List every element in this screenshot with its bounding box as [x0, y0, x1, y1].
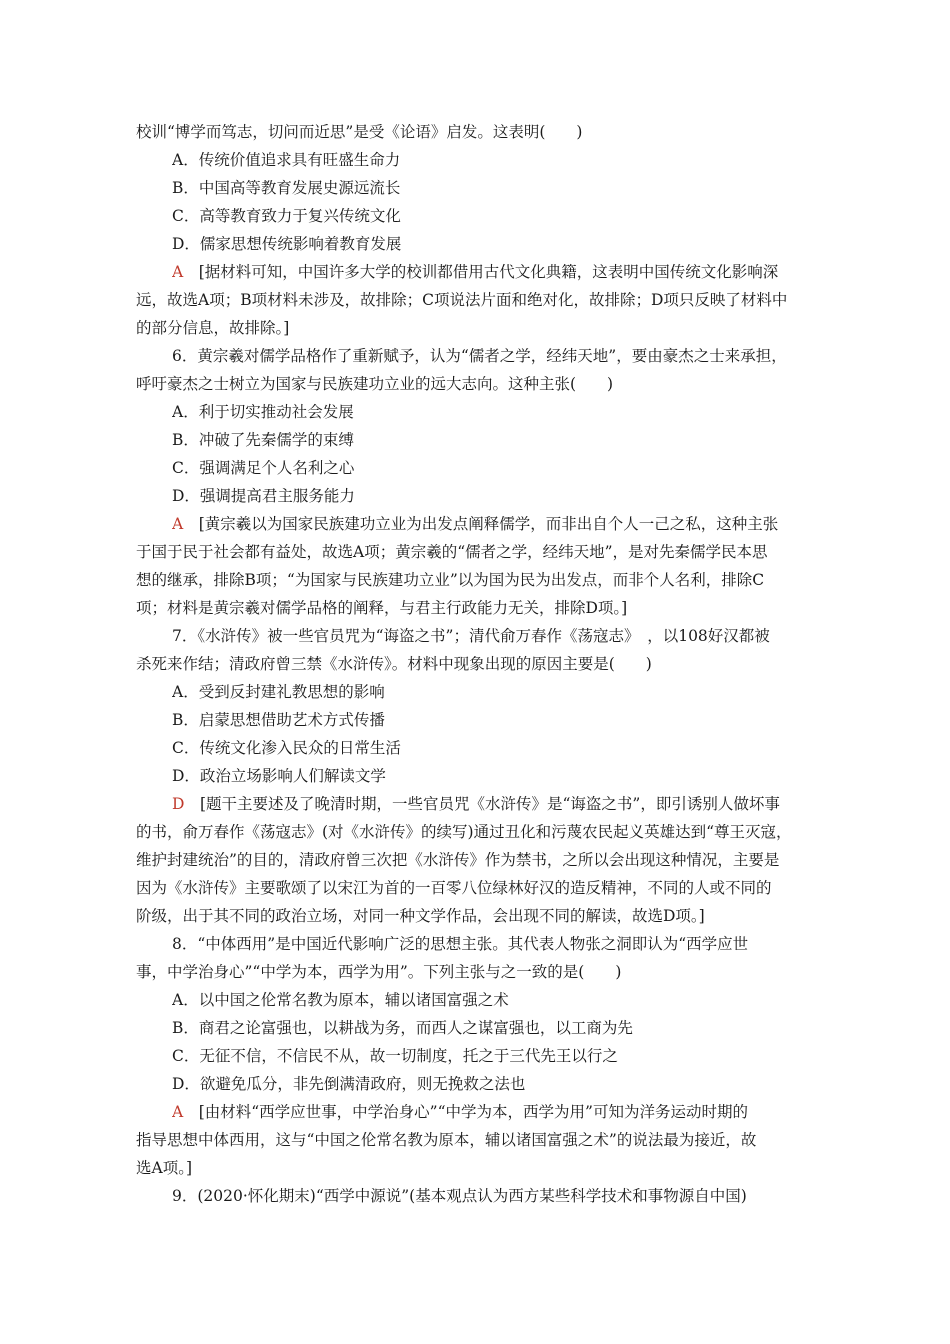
line-text: [由材料“西学应世事，中学治身心”“中学为本，西学为用”可知为洋务运动时期的 — [198, 1103, 748, 1121]
line-text: 项；材料是黄宗羲对儒学品格的阐释，与君主行政能力无关，排除D项。] — [136, 599, 628, 617]
line-text: B．冲破了先秦儒学的束缚 — [172, 431, 354, 449]
text-line — [172, 234, 826, 254]
text-line — [172, 1046, 826, 1066]
line-text: A．受到反封建礼教思想的影响 — [172, 683, 385, 701]
text-line — [136, 542, 826, 562]
line-text: B．启蒙思想借助艺术方式传播 — [172, 711, 385, 729]
line-text: D．强调提高君主服务能力 — [172, 487, 355, 505]
text-line — [136, 598, 826, 618]
line-text: 事，中学治身心”“中学为本，西学为用”。下列主张与之一致的是( ) — [136, 963, 622, 981]
line-text: 维护封建统治”的目的，清政府曾三次把《水浒传》作为禁书，之所以会出现这种情况，主要是 — [136, 851, 780, 869]
text-line — [172, 934, 826, 954]
text-line — [172, 486, 826, 506]
line-text: 想的继承，排除B项；“为国家与民族建功立业”以为国为民为出发点，而非个人名利，排除C — [136, 571, 765, 589]
text-line — [172, 430, 826, 450]
answer-letter: A — [172, 1103, 184, 1121]
line-text: 因为《水浒传》主要歌颂了以宋江为首的一百零八位绿林好汉的造反精神，不同的人或不同的 — [136, 879, 772, 897]
answer-line — [172, 262, 826, 282]
answer-line — [172, 794, 826, 814]
answer-line — [172, 1102, 826, 1122]
text-line — [172, 458, 826, 478]
text-line — [136, 570, 826, 590]
text-line — [136, 1130, 826, 1150]
line-text: 呼吁豪杰之士树立为国家与民族建功立业的远大志向。这种主张( ) — [136, 375, 614, 393]
text-line — [172, 346, 826, 366]
line-text: B．商君之论富强也，以耕战为务，而西人之谋富强也，以工商为先 — [172, 1019, 633, 1037]
text-line — [172, 626, 826, 646]
text-line — [136, 878, 826, 898]
line-text: 杀死来作结；清政府曾三禁《水浒传》。材料中现象出现的原因主要是( ) — [136, 655, 652, 673]
text-line — [172, 206, 826, 226]
text-line — [172, 766, 826, 786]
line-text: 9．(2020·怀化期末)“西学中源说”(基本观点认为西方某些科学技术和事物源自中国) — [172, 1187, 747, 1205]
line-text: 的部分信息，故排除。] — [136, 319, 290, 337]
line-text: 7．《水浒传》被一些官员咒为“诲盗之书”；清代俞万春作《荡寇志》 ，以108好汉都被 — [172, 627, 770, 645]
text-line — [172, 150, 826, 170]
line-text: [题干主要述及了晚清时期，一些官员咒《水浒传》是“诲盗之书”，即引诱别人做坏事 — [199, 795, 780, 813]
answer-letter: D — [172, 795, 185, 813]
text-line — [172, 1018, 826, 1038]
line-text: 于国于民于社会都有益处，故选A项；黄宗羲的“儒者之学，经纬天地”，是对先秦儒学民本思 — [136, 543, 768, 561]
line-text: D．政治立场影响人们解读文学 — [172, 767, 386, 785]
text-line — [172, 990, 826, 1010]
line-text: A．传统价值追求具有旺盛生命力 — [172, 151, 401, 169]
text-line — [172, 1074, 826, 1094]
line-text: B．中国高等教育发展史源远流长 — [172, 179, 401, 197]
text-line — [136, 906, 826, 926]
text-line — [136, 962, 826, 982]
line-text: [据材料可知，中国许多大学的校训都借用古代文化典籍，这表明中国传统文化影响深 — [198, 263, 779, 281]
text-line — [136, 290, 826, 310]
line-text: 阶级，出于其不同的政治立场，对同一种文学作品，会出现不同的解读，故选D项。] — [136, 907, 705, 925]
line-text: D．欲避免瓜分，非先倒满清政府，则无挽救之法也 — [172, 1075, 526, 1093]
text-line — [136, 822, 826, 842]
line-text: 8．“中体西用”是中国近代影响广泛的思想主张。其代表人物张之洞即认为“西学应世 — [172, 935, 749, 953]
answer-letter: A — [172, 515, 184, 533]
answer-letter: A — [172, 263, 184, 281]
line-text: C．强调满足个人名利之心 — [172, 459, 355, 477]
line-text: C．无征不信，不信民不从，故一切制度，托之于三代先王以行之 — [172, 1047, 618, 1065]
line-text: 6．黄宗羲对儒学品格作了重新赋予，认为“儒者之学，经纬天地”，要由豪杰之士来承担， — [172, 347, 787, 365]
line-text: [黄宗羲以为国家民族建功立业为出发点阐释儒学，而非出自个人一己之私，这种主张 — [198, 515, 779, 533]
line-text: 选A项。] — [136, 1159, 192, 1177]
text-line — [136, 374, 826, 394]
line-text: D．儒家思想传统影响着教育发展 — [172, 235, 402, 253]
line-text: A．以中国之伦常名教为原本，辅以诸国富强之术 — [172, 991, 509, 1009]
text-line — [136, 122, 826, 142]
text-line — [136, 654, 826, 674]
line-text: C．传统文化渗入民众的日常生活 — [172, 739, 401, 757]
line-text: C．高等教育致力于复兴传统文化 — [172, 207, 401, 225]
text-line — [172, 1186, 826, 1206]
answer-line — [172, 514, 826, 534]
text-line — [172, 682, 826, 702]
line-text: 远，故选A项；B项材料未涉及，故排除；C项说法片面和绝对化，故排除；D项只反映了材料中 — [136, 291, 788, 309]
text-line — [136, 850, 826, 870]
text-line — [172, 710, 826, 730]
line-text: A．利于切实推动社会发展 — [172, 403, 354, 421]
text-line — [172, 738, 826, 758]
text-line — [136, 1158, 826, 1178]
line-text: 指导思想中体西用，这与“中国之伦常名教为原本，辅以诸国富强之术”的说法最为接近，故 — [136, 1131, 757, 1149]
text-line — [172, 402, 826, 422]
line-text: 校训“博学而笃志，切问而近思”是受《论语》启发。这表明( ) — [136, 123, 583, 141]
text-line — [136, 318, 826, 338]
line-text: 的书，俞万春作《荡寇志》(对《水浒传》的续写)通过丑化和污蔑农民起义英雄达到“尊王灭寇， — [136, 823, 792, 841]
text-line — [172, 178, 826, 198]
